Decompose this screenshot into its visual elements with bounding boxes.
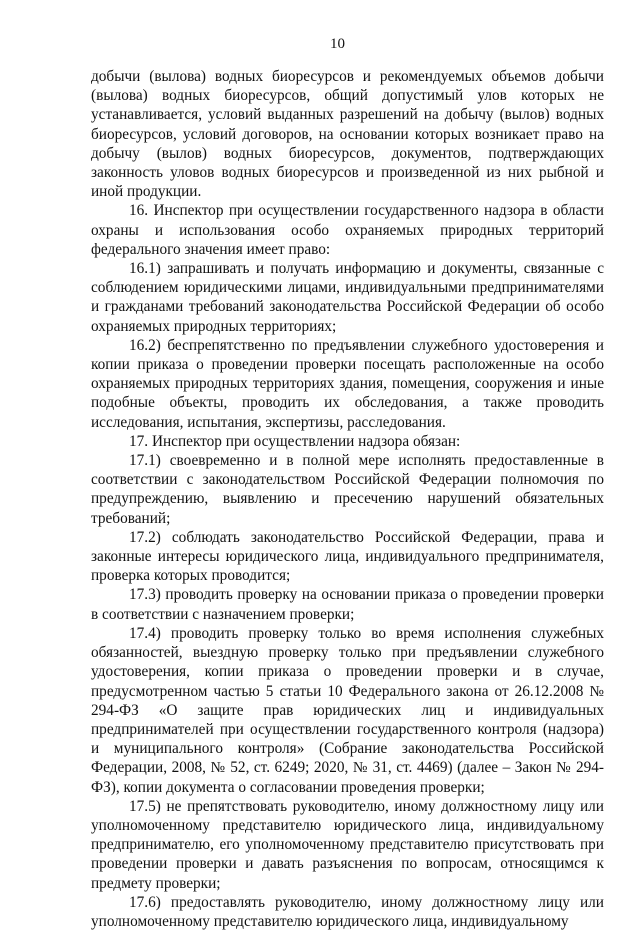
paragraph-17-1: 17.1) своевременно и в полной мере исполнять предоставленные в соответствии с законодательством Российской Федерации полномочия по предупреждению, выявлению и пресечению нарушений обязательных требований; xyxy=(91,452,604,527)
document-body xyxy=(91,67,604,931)
paragraph-16-2: 16.2) беспрепятственно по предъявлении служебного удостоверения и копии приказа о проведении проверки посещать расположенные на особо охраняемых природных территориях здания, помещения, сооружения и иные подобные объекты, проводить их обследования, а также проводить исследования, испытания, экспертизы, расследования. xyxy=(91,336,604,431)
paragraph-17-2: 17.2) соблюдать законодательство Российской Федерации, права и законные интересы юридического лица, индивидуального предпринимателя, проверка которых проводится; xyxy=(91,528,604,585)
page-number: 10 xyxy=(330,36,345,52)
paragraph-17: 17. Инспектор при осуществлении надзора обязан: xyxy=(129,432,461,450)
paragraph-17-5: 17.5) не препятствовать руководителю, иному должностному лицу или уполномоченному представителю юридического лица, индивидуальному предпринимателю, его уполномоченному представителю присутствовать при проведении проверки и давать разъяснения по вопросам, относящимся к предмету проверки; xyxy=(91,797,604,892)
paragraph-17-3: 17.3) проводить проверку на основании приказа о проведении проверки в соответствии с назначением проверки; xyxy=(91,586,604,623)
paragraph-16-1: 16.1) запрашивать и получать информацию и документы, связанные с соблюдением юридическими лицами, индивидуальными предпринимателями и гражданами требований законодательства Российской Федерации об особо охраняемых природных территориях; xyxy=(91,260,604,335)
paragraph-continuation: добычи (вылова) водных биоресурсов и рекомендуемых объемов добычи (вылова) водных биоресурсов, общий допустимый улов которых не устанавливается, условий выданных разрешений на добычу (вылов) водных биоресурсов, условий договоров, на основании которых возникает право на добычу (вылов) водных биоресурсов, документов, подтверждающих законность уловов водных биоресурсов и произведенной из них рыбной и иной продукции. xyxy=(91,68,604,201)
paragraph-16: 16. Инспектор при осуществлении государственного надзора в области охраны и использования особо охраняемых природных территорий федерального значения имеет право: xyxy=(91,202,604,258)
paragraph-17-6: 17.6) предоставлять руководителю, иному должностному лицу или уполномоченному представителю юридического лица, индивидуальному xyxy=(91,893,604,930)
paragraph-17-4: 17.4) проводить проверку только во время исполнения служебных обязанностей, выездную проверку только при предъявлении служебного удостоверения, копии приказа о проведении проверки и в случае, предусмотренном частью 5 статьи 10 Федерального закона от 26.12.2008 № 294-ФЗ «О защите прав юридических лиц и индивидуальных предпринимателей при осуществлении государственного контроля (надзора) и муниципального контроля» (Собрание законодательства Российской Федерации, 2008, № 52, ст. 6249; 2020, № 31, ст. 4469) (далее – Закон № 294-ФЗ), копии документа о согласовании проведения проверки; xyxy=(91,624,604,796)
